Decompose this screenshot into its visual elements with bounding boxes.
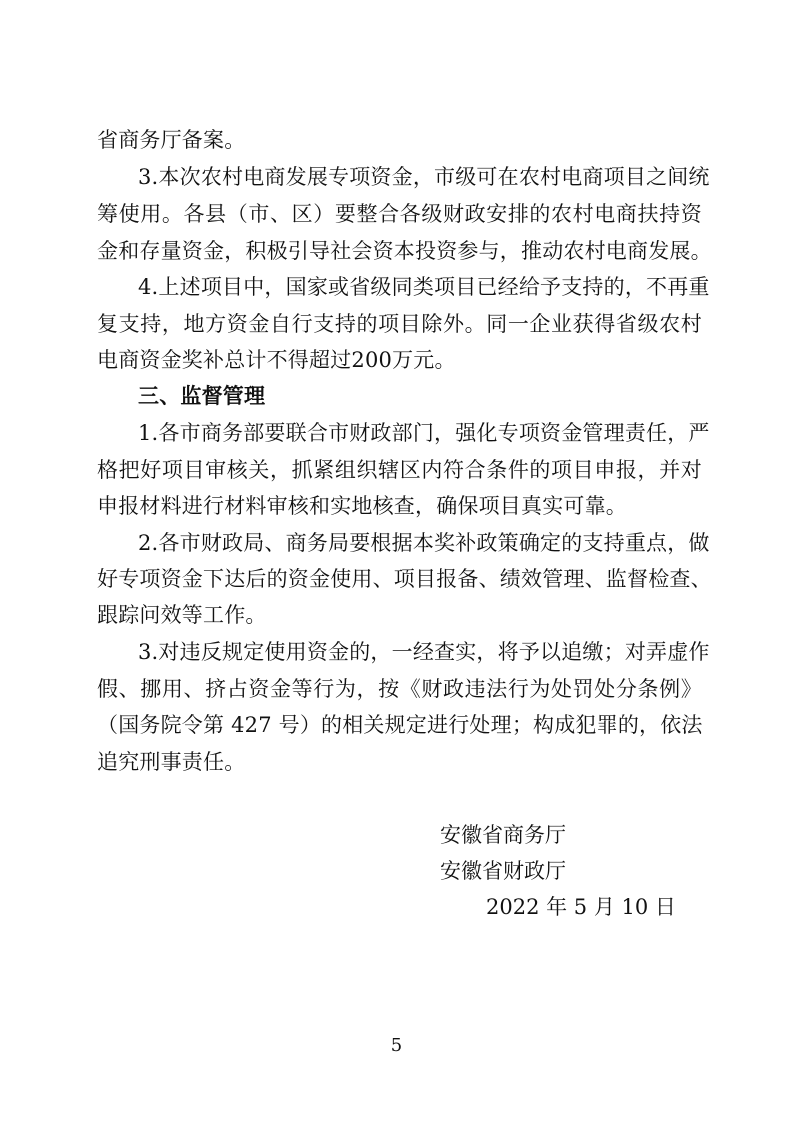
paragraph-line: （国务院令第 427 号）的相关规定进行处理；构成犯罪的，依法: [97, 713, 703, 737]
paragraph-line: 2.各市财政局、商务局要根据本奖补政策确定的支持重点，做: [138, 531, 710, 555]
paragraph-line: 3.本次农村电商发展专项资金，市级可在农村电商项目之间统: [138, 165, 710, 189]
paragraph-line: 复支持，地方资金自行支持的项目除外。同一企业获得省级农村: [97, 312, 702, 336]
paragraph-line: 省商务厅备案。: [97, 128, 246, 152]
paragraph-line: 追究刑事责任。: [97, 750, 246, 774]
signature-org-commerce: 安徽省商务厅: [440, 823, 566, 847]
paragraph-line: 格把好项目审核关，抓紧组织辖区内符合条件的项目申报，并对: [97, 458, 702, 482]
signature-org-finance: 安徽省财政厅: [440, 859, 566, 883]
paragraph-line: 好专项资金下达后的资金使用、项目报备、绩效管理、监督检查、: [97, 567, 712, 591]
paragraph-line: 假、挪用、挤占资金等行为，按《财政违法行为处罚处分条例》: [97, 677, 702, 701]
paragraph-line: 1.各市商务部要联合市财政部门，强化专项资金管理责任，严: [138, 421, 710, 445]
page-number: 5: [390, 1035, 403, 1056]
paragraph-line: 申报材料进行材料审核和实地核查，确保项目真实可靠。: [97, 494, 627, 518]
paragraph-line: 金和存量资金，积极引导社会资本投资参与，推动农村电商发展。: [97, 239, 712, 263]
paragraph-line: 电商资金奖补总计不得超过200万元。: [97, 348, 456, 372]
paragraph-line: 3.对违反规定使用资金的，一经查实，将予以追缴；对弄虚作: [138, 640, 710, 664]
section-heading: 三、监督管理: [138, 384, 266, 408]
signature-date: 2022 年 5 月 10 日: [486, 895, 676, 919]
paragraph-line: 4.上述项目中，国家或省级同类项目已经给予支持的，不再重: [138, 275, 710, 299]
paragraph-line: 筹使用。各县（市、区）要整合各级财政安排的农村电商扶持资: [97, 202, 702, 226]
paragraph-line: 跟踪问效等工作。: [97, 603, 267, 627]
